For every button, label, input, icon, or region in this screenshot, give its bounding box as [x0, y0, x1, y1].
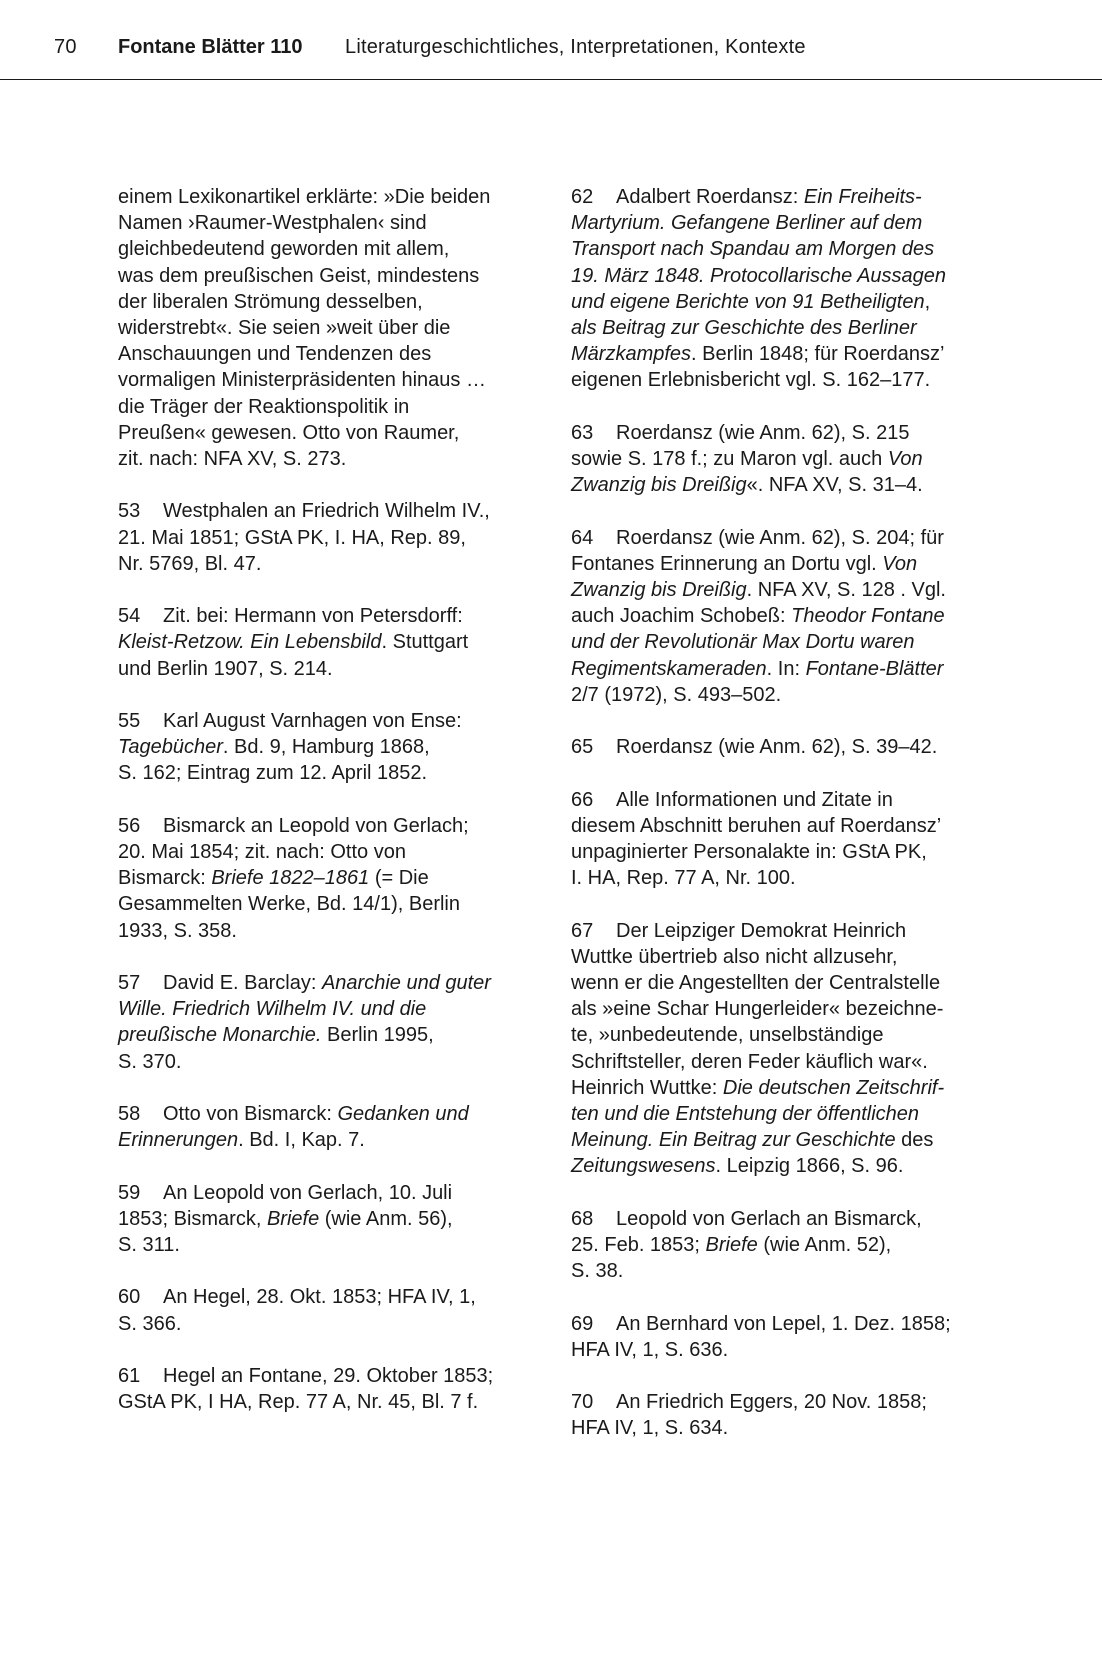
footnote-line: [118, 891, 538, 917]
footnote-line: [118, 289, 538, 315]
text: 25. Feb. 1853;: [571, 1234, 706, 1257]
italic-text: 19. März 1848. Protocollarische Aussagen: [571, 264, 947, 287]
text: Roerdansz (wie Anm. 62), S. 204; für: [616, 526, 944, 549]
footnote-line: [571, 1389, 1001, 1415]
footnote-number: 56: [118, 814, 141, 837]
text: Westphalen an Friedrich Wilhelm IV.,: [163, 500, 490, 523]
footnote-line: [118, 1389, 538, 1415]
footnote-57: [118, 970, 538, 1075]
text: 20. Mai 1854; zit. nach: Otto von: [118, 841, 406, 864]
italic-text: Zeitungswesens: [571, 1155, 716, 1178]
footnote-line: [571, 551, 1001, 577]
footnote-58: [118, 1101, 538, 1153]
footnote-number: 54: [118, 605, 141, 628]
text: was dem preußischen Geist, mindestens: [118, 264, 480, 287]
text: gleichbedeutend geworden mit allem,: [118, 238, 450, 261]
text: Otto von Bismarck:: [163, 1103, 338, 1126]
footnote-line: [571, 1232, 1001, 1258]
text: (wie Anm. 56),: [319, 1207, 453, 1230]
footnote-line: [118, 420, 538, 446]
footnote-number: 67: [571, 919, 594, 942]
footnote-line: [118, 1363, 538, 1389]
text: ,: [924, 290, 931, 313]
text: Leopold von Gerlach an Bismarck,: [616, 1207, 922, 1230]
footnote-line: [118, 236, 538, 262]
footnote-64: [571, 525, 1001, 708]
footnote-line: [118, 315, 538, 341]
footnote-line: [118, 760, 538, 786]
footnote-line: [571, 210, 1001, 236]
footnote-line: [571, 1337, 1001, 1363]
text: S. 370.: [118, 1050, 182, 1073]
footnote-line: [571, 577, 1001, 603]
italic-text: Transport nach Spandau am Morgen des: [571, 238, 935, 261]
text: Fontanes Erinnerung an Dortu vgl.: [571, 552, 883, 575]
text: . Bd. I, Kap. 7.: [238, 1129, 365, 1152]
text: . Leipzig 1866, S. 96.: [715, 1155, 904, 1178]
footnote-line: [118, 367, 538, 393]
footnote-line: [571, 446, 1001, 472]
footnote-line: [571, 472, 1001, 498]
footnote-68: [571, 1206, 1001, 1285]
text: der liberalen Strömung desselben,: [118, 290, 423, 313]
text: «. NFA XV, S. 31–4.: [746, 474, 923, 497]
footnote-line: [571, 734, 1001, 760]
text: Heinrich Wuttke:: [571, 1076, 723, 1099]
text: . NFA XV, S. 128 . Vgl.: [746, 579, 946, 602]
text: Karl August Varnhagen von Ense:: [163, 710, 462, 733]
text: Nr. 5769, Bl. 47.: [118, 552, 262, 575]
text: An Friedrich Eggers, 20 Nov. 1858;: [616, 1391, 927, 1414]
footnote-line: [118, 1180, 538, 1206]
italic-text: und eigene Berichte von 91 Betheiligten: [571, 290, 925, 313]
text: Adalbert Roerdansz:: [616, 186, 804, 208]
footnote-line: [118, 1127, 538, 1153]
footnote-line: [118, 970, 538, 996]
footnote-line: [118, 839, 538, 865]
running-head: [0, 0, 1102, 80]
footnote-69: [571, 1311, 1001, 1363]
footnote-line: [571, 787, 1001, 813]
footnote-62: [571, 184, 1001, 394]
text: und Berlin 1907, S. 214.: [118, 657, 333, 680]
footnote-line: [571, 1206, 1001, 1232]
text: 21. Mai 1851; GStA PK, I. HA, Rep. 89,: [118, 526, 466, 549]
footnote-line: [571, 236, 1001, 262]
text: Hegel an Fontane, 29. Oktober 1853;: [163, 1365, 494, 1387]
footnote-line: [571, 525, 1001, 551]
footnote-line: [118, 341, 538, 367]
text: einem Lexikonartikel erklärte: »Die beiden: [118, 186, 491, 208]
footnote-number: 59: [118, 1181, 141, 1204]
footnote-line: [571, 944, 1001, 970]
section-title: Literaturgeschichtliches, Interpretationen, Kontexte: [345, 36, 806, 58]
italic-text: ten und die Entstehung der öffentlichen: [571, 1103, 920, 1126]
italic-text: als Beitrag zur Geschichte des Berliner: [571, 317, 917, 340]
footnote-line: [571, 996, 1001, 1022]
italic-text: Theodor Fontane: [791, 605, 945, 628]
text: GStA PK, I HA, Rep. 77 A, Nr. 45, Bl. 7 f.: [118, 1391, 479, 1414]
text: wenn er die Angestellten der Centralstelle: [571, 972, 941, 995]
footnote-line: [571, 1311, 1001, 1337]
text: Anschauungen und Tendenzen des: [118, 343, 432, 366]
text: diesem Abschnitt beruhen auf Roerdansz’: [571, 814, 942, 837]
text: auch Joachim Schobeß:: [571, 605, 792, 628]
text: Alle Informationen und Zitate in: [616, 788, 893, 811]
text: Bismarck an Leopold von Gerlach;: [163, 814, 469, 837]
text: Schriftsteller, deren Feder käuflich war«.: [571, 1050, 928, 1073]
footnote-line: [118, 1232, 538, 1258]
footnote-line: [571, 367, 1001, 393]
text: die Träger der Reaktionspolitik in: [118, 395, 410, 418]
footnote-60: [118, 1284, 538, 1336]
footnote-line: [571, 184, 1001, 210]
footnote-63: [571, 420, 1001, 499]
italic-text: Wille. Friedrich Wilhelm IV. und die: [118, 998, 427, 1021]
footnote-line: [118, 734, 538, 760]
text: Bismarck:: [118, 867, 212, 890]
italic-text: Ein Freiheits-: [803, 186, 922, 208]
footnote-line: [571, 1049, 1001, 1075]
text: S. 311.: [118, 1234, 180, 1257]
footnote-number: 58: [118, 1103, 141, 1126]
footnote-line: [118, 708, 538, 734]
footnote-line: [118, 446, 538, 472]
footnote-line: [571, 1415, 1001, 1441]
text: . Berlin 1848; für Roerdansz’: [691, 343, 945, 366]
footnote-line: [571, 839, 1001, 865]
text: Preußen« gewesen. Otto von Raumer,: [118, 421, 460, 444]
italic-text: Die deutschen Zeitschrif-: [722, 1076, 945, 1099]
text: . Bd. 9, Hamburg 1868,: [222, 736, 430, 759]
footnote-number: 57: [118, 972, 141, 995]
italic-text: preußische Monarchie.: [118, 1024, 322, 1047]
text: David E. Barclay:: [163, 972, 322, 995]
footnote-line: [118, 210, 538, 236]
footnote-number: 63: [571, 421, 594, 444]
text: Der Leipziger Demokrat Heinrich: [616, 919, 907, 942]
italic-text: Briefe: [705, 1234, 758, 1257]
italic-text: Regimentskameraden: [571, 657, 767, 680]
text: Wuttke übertrieb also nicht allzusehr,: [571, 945, 898, 968]
footnote-number: 55: [118, 710, 141, 733]
text: S. 38.: [571, 1260, 624, 1283]
footnote-line: [118, 1022, 538, 1048]
text: (wie Anm. 52),: [757, 1234, 892, 1257]
footnote-line: [118, 603, 538, 629]
footnote-line: [571, 682, 1001, 708]
text: sowie S. 178 f.; zu Maron vgl. auch: [571, 448, 888, 471]
footnote-59: [118, 1180, 538, 1259]
footnote-61: [118, 1363, 538, 1415]
footnote-line: [118, 918, 538, 944]
text: des: [895, 1129, 934, 1152]
footnote-line: [571, 865, 1001, 891]
footnote-number: 66: [571, 788, 594, 811]
footnote-number: 61: [118, 1365, 141, 1387]
footnote-line: [118, 1101, 538, 1127]
footnote-55: [118, 708, 538, 787]
italic-text: Tagebücher: [118, 736, 223, 759]
footnote-line: [571, 315, 1001, 341]
footnote-65: [571, 734, 1001, 760]
italic-text: Von: [882, 552, 918, 575]
footnote-line: [571, 629, 1001, 655]
text: HFA IV, 1, S. 636.: [571, 1338, 729, 1361]
footnote-54: [118, 603, 538, 682]
footnote-line: [118, 1049, 538, 1075]
italic-text: Zwanzig bis Dreißig: [571, 579, 747, 602]
footnote-line: [571, 603, 1001, 629]
text: . In:: [766, 657, 806, 680]
text: Zit. bei: Hermann von Petersdorff:: [163, 605, 463, 628]
footnote-line: [571, 813, 1001, 839]
footnote-line: [571, 970, 1001, 996]
footnote-number: 64: [571, 526, 594, 549]
italic-text: Erinnerungen: [118, 1129, 239, 1152]
footnote-number: 68: [571, 1207, 594, 1230]
italic-text: Anarchie und guter: [321, 972, 491, 995]
footnote-line: [571, 1022, 1001, 1048]
left-column: [118, 184, 538, 1442]
italic-text: Briefe 1822–1861: [211, 867, 370, 890]
footnote-line: [571, 263, 1001, 289]
text: 2/7 (1972), S. 493–502.: [571, 683, 782, 706]
footnote-line: [118, 996, 538, 1022]
footnote-line: [571, 1258, 1001, 1284]
footnote-line: [571, 341, 1001, 367]
text: Berlin 1995,: [321, 1024, 434, 1047]
text: als »eine Schar Hungerleider« bezeichne-: [571, 998, 944, 1021]
footnote-line: [118, 525, 538, 551]
footnote-70: [571, 1389, 1001, 1441]
text: Roerdansz (wie Anm. 62), S. 215: [616, 421, 910, 444]
footnote-66: [571, 787, 1001, 892]
text: unpaginierter Personalakte in: GStA PK,: [571, 841, 927, 864]
text: vormaligen Ministerpräsidenten hinaus …: [118, 369, 486, 392]
footnote-line: [118, 1311, 538, 1337]
text: Gesammelten Werke, Bd. 14/1), Berlin: [118, 893, 460, 916]
footnote-line: [571, 918, 1001, 944]
footnote-53: [118, 498, 538, 577]
footnote-line: [118, 498, 538, 524]
text: widerstrebt«. Sie seien »weit über die: [118, 317, 451, 340]
footnote-continuation: [118, 184, 538, 472]
journal-title: Fontane Blätter 110: [118, 36, 303, 58]
text: I. HA, Rep. 77 A, Nr. 100.: [571, 867, 796, 890]
footnote-67: [571, 918, 1001, 1180]
text: . Stuttgart: [381, 631, 469, 654]
footnote-number: 60: [118, 1286, 141, 1309]
text: An Leopold von Gerlach, 10. Juli: [163, 1181, 453, 1204]
footnote-line: [118, 813, 538, 839]
italic-text: Martyrium. Gefangene Berliner auf dem: [571, 212, 923, 235]
text: 1853; Bismarck,: [118, 1207, 267, 1230]
footnote-line: [571, 1127, 1001, 1153]
italic-text: und der Revolutionär Max Dortu waren: [571, 631, 915, 654]
footnote-line: [118, 865, 538, 891]
text: te, »unbedeutende, unselbständige: [571, 1024, 884, 1047]
footnote-line: [571, 1101, 1001, 1127]
footnote-line: [118, 263, 538, 289]
italic-text: Märzkampfes: [571, 343, 692, 366]
footnote-line: [118, 1206, 538, 1232]
text: S. 162; Eintrag zum 12. April 1852.: [118, 762, 428, 785]
footnote-number: 62: [571, 186, 594, 208]
text: eigenen Erlebnisbericht vgl. S. 162–177.: [571, 369, 931, 392]
footnote-line: [118, 394, 538, 420]
text: An Hegel, 28. Okt. 1853; HFA IV, 1,: [163, 1286, 476, 1309]
text: Roerdansz (wie Anm. 62), S. 39–42.: [616, 736, 938, 759]
footnote-line: [118, 656, 538, 682]
italic-text: Kleist-Retzow. Ein Lebensbild: [118, 631, 382, 654]
footnote-number: 69: [571, 1312, 594, 1335]
page-number: 70: [54, 36, 77, 58]
italic-text: Von: [887, 448, 923, 471]
text: An Bernhard von Lepel, 1. Dez. 1858;: [616, 1312, 951, 1335]
footnote-line: [118, 629, 538, 655]
italic-text: Briefe: [266, 1207, 320, 1230]
text: S. 366.: [118, 1312, 182, 1335]
footnote-number: 70: [571, 1391, 594, 1414]
right-column: [571, 184, 1001, 1468]
italic-text: Gedanken und: [337, 1103, 469, 1126]
text: Namen ›Raumer-Westphalen‹ sind: [118, 212, 427, 235]
footnote-line: [118, 1284, 538, 1310]
footnote-number: 53: [118, 500, 141, 523]
footnote-line: [571, 656, 1001, 682]
italic-text: Zwanzig bis Dreißig: [571, 474, 747, 497]
italic-text: Meinung. Ein Beitrag zur Geschichte: [571, 1129, 896, 1152]
footnote-number: 65: [571, 736, 594, 759]
footnote-line: [571, 1153, 1001, 1179]
footnote-line: [571, 420, 1001, 446]
text: (= Die: [369, 867, 429, 890]
text: 1933, S. 358.: [118, 919, 237, 942]
footnote-line: [571, 289, 1001, 315]
italic-text: Fontane-Blätter: [805, 657, 944, 680]
footnote-line: [571, 1075, 1001, 1101]
text: HFA IV, 1, S. 634.: [571, 1417, 729, 1440]
footnote-line: [118, 551, 538, 577]
text: zit. nach: NFA XV, S. 273.: [118, 448, 347, 471]
footnote-56: [118, 813, 538, 944]
footnote-line: [118, 184, 538, 210]
